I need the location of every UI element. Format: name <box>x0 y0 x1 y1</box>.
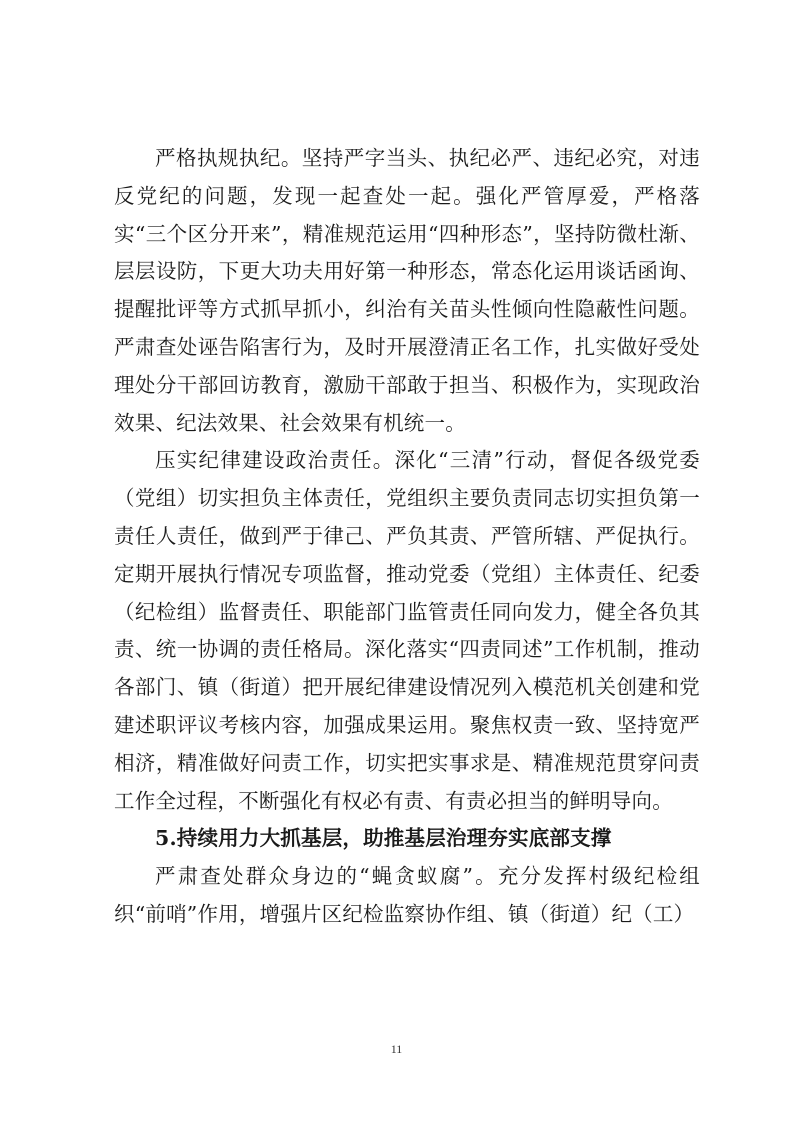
document-body <box>114 140 700 934</box>
paragraph-grassroots-corruption: 严肃查处群众身边的“蝇贪蚁腐”。充分发挥村级纪检组织“前哨”作用，增强片区纪检监察协作组、镇（街道）纪（工） <box>114 864 700 926</box>
paragraph-political-responsibility: 压实纪律建设政治责任。深化“三清”行动，督促各级党委（党组）切实担负主体责任，党组织主要负责同志切实担负第一责任人责任，做到严于律己、严负其责、严管所辖、严促执行。定期开展执行情况专项监督，推动党委（党组）主体责任、纪委（纪检组）监督责任、职能部门监管责任同向发力，健全各负其责、统一协调的责任格局。深化落实“四责同述”工作机制，推动各部门、镇（街道）把开展纪律建设情况列入模范机关创建和党建述职评议考核内容，加强成果运用。聚焦权责一致、坚持宽严相济，精准做好问责工作，切实把实事求是、精准规范贯穿问责工作全过程，不断强化有权必有责、有责必担当的鲜明导向。 <box>114 448 700 813</box>
paragraph-discipline-enforcement: 严格执规执纪。坚持严字当头、执纪必严、违纪必究，对违反党纪的问题，发现一起查处一起。强化严管厚爱，严格落实“三个区分开来”，精准规范运用“四种形态”，坚持防微杜渐、层层设防，下更大功夫用好第一种形态，常态化运用谈话函询、提醒批评等方式抓早抓小，纠治有关苗头性倾向性隐蔽性问题。严肃查处诬告陷害行为，及时开展澄清正名工作，扎实做好受处理处分干部回访教育，激励干部敢于担当、积极作为，实现政治效果、纪法效果、社会效果有机统一。 <box>114 146 700 435</box>
page-number: 11 <box>390 1042 403 1056</box>
section-heading: 5.持续用力大抓基层，助推基层治理夯实底部支撑 <box>155 826 612 851</box>
